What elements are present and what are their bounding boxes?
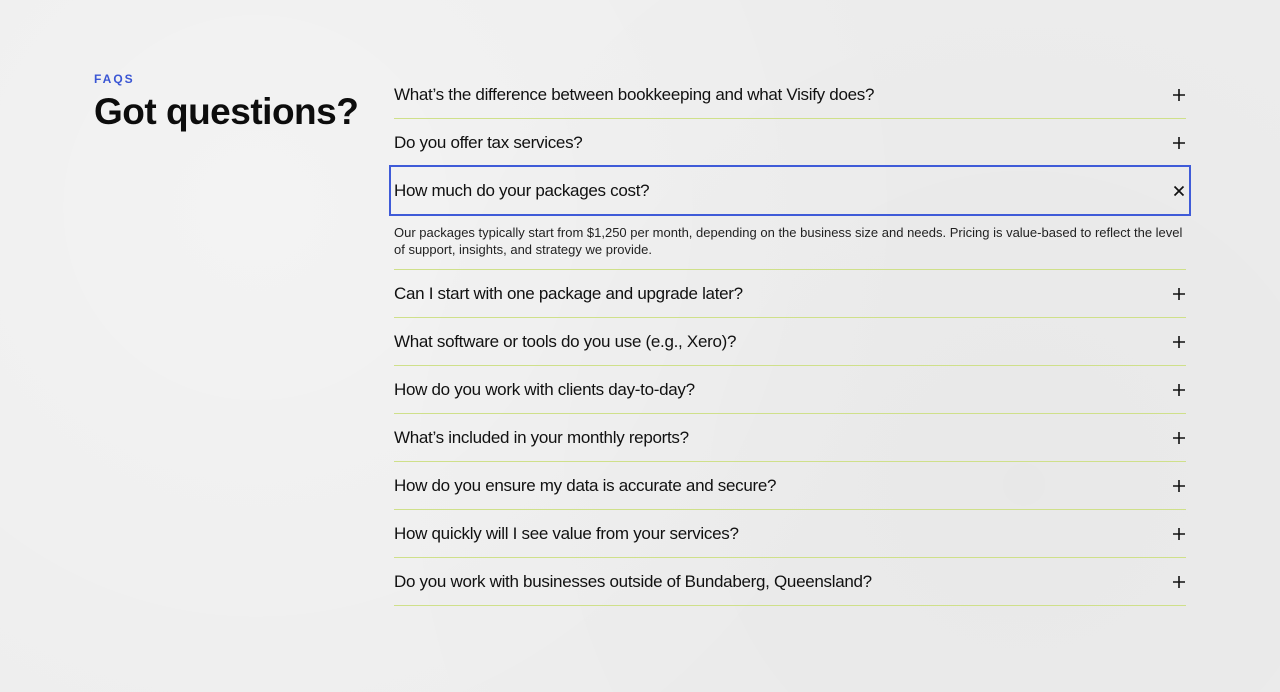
faq-toggle-button[interactable] bbox=[394, 510, 1186, 557]
faq-toggle-button[interactable] bbox=[394, 318, 1186, 365]
faq-item bbox=[394, 71, 1186, 119]
faq-list bbox=[394, 71, 1186, 606]
plus-icon[interactable] bbox=[1172, 335, 1186, 349]
faq-toggle-button[interactable] bbox=[391, 167, 1189, 214]
plus-icon[interactable] bbox=[1172, 431, 1186, 445]
faq-item bbox=[394, 510, 1186, 558]
faq-item bbox=[394, 414, 1186, 462]
plus-icon[interactable] bbox=[1172, 136, 1186, 150]
plus-icon[interactable] bbox=[1172, 88, 1186, 102]
faq-question: Do you offer tax services? bbox=[394, 132, 583, 152]
faq-item bbox=[394, 119, 1186, 167]
faq-item bbox=[394, 462, 1186, 510]
faq-question: How do you ensure my data is accurate and secure? bbox=[394, 475, 777, 495]
faq-item-open bbox=[394, 167, 1186, 270]
plus-icon[interactable] bbox=[1172, 527, 1186, 541]
faq-item bbox=[394, 366, 1186, 414]
faq-toggle-button[interactable] bbox=[394, 558, 1186, 605]
plus-icon[interactable] bbox=[1172, 287, 1186, 301]
faq-toggle-button[interactable] bbox=[394, 270, 1186, 317]
faq-question: What’s the difference between bookkeeping and what Visify does? bbox=[394, 84, 875, 104]
plus-icon[interactable] bbox=[1172, 479, 1186, 493]
faq-question: How do you work with clients day-to-day? bbox=[394, 379, 695, 399]
close-icon[interactable] bbox=[1172, 184, 1186, 198]
faq-question: What’s included in your monthly reports? bbox=[394, 427, 689, 447]
page-title: Got questions? bbox=[94, 91, 359, 132]
faq-toggle-button[interactable] bbox=[394, 462, 1186, 509]
plus-icon[interactable] bbox=[1172, 575, 1186, 589]
faq-question: What software or tools do you use (e.g., Xero)? bbox=[394, 331, 737, 351]
faq-question: How much do your packages cost? bbox=[394, 180, 650, 200]
eyebrow-label: FAQS bbox=[94, 72, 135, 86]
faq-item bbox=[394, 558, 1186, 606]
plus-icon[interactable] bbox=[1172, 383, 1186, 397]
faq-item bbox=[394, 318, 1186, 366]
faq-toggle-button[interactable] bbox=[394, 71, 1186, 118]
faq-question: Do you work with businesses outside of Bundaberg, Queensland? bbox=[394, 571, 872, 591]
faq-question: Can I start with one package and upgrade later? bbox=[394, 283, 743, 303]
faq-header bbox=[94, 72, 374, 133]
faq-toggle-button[interactable] bbox=[394, 366, 1186, 413]
faq-question: How quickly will I see value from your services? bbox=[394, 523, 739, 543]
faq-toggle-button[interactable] bbox=[394, 414, 1186, 461]
faq-item bbox=[394, 270, 1186, 318]
faq-answer: Our packages typically start from $1,250 per month, depending on the business size and needs. Pricing is value-based to reflect the level of support, insights, and strategy we provide. bbox=[394, 225, 1183, 257]
faq-toggle-button[interactable] bbox=[394, 119, 1186, 166]
